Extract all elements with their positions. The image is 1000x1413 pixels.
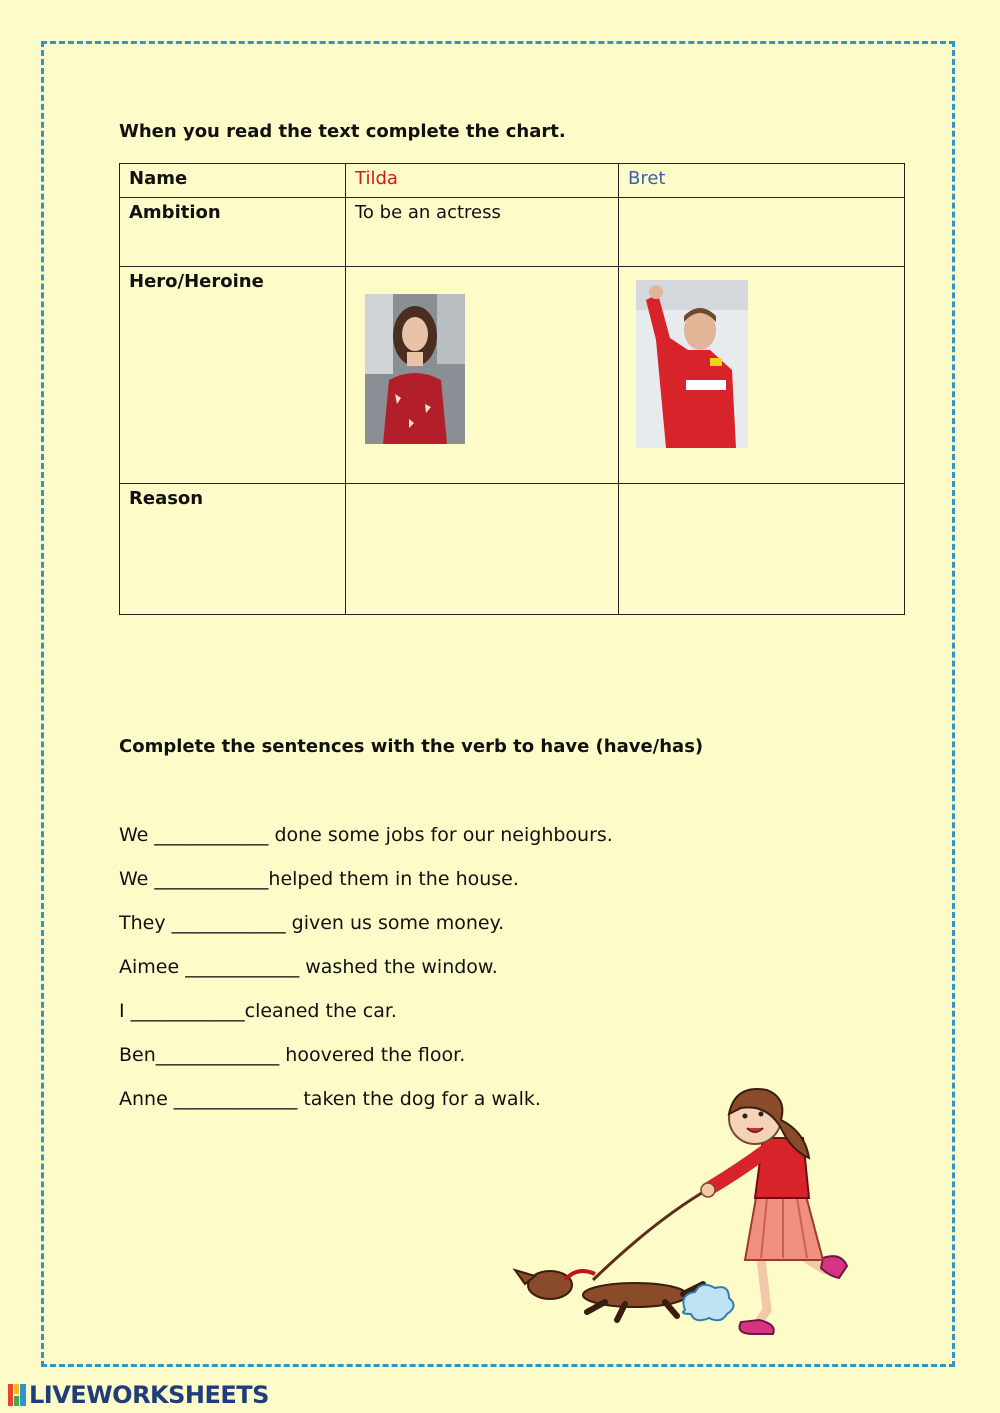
sentences-instruction: Complete the sentences with the verb to have (have/has) — [119, 736, 704, 757]
column-header-bret: Bret — [619, 164, 905, 198]
sentence-item[interactable]: I ____________cleaned the car. — [119, 1000, 397, 1022]
cell-hero-tilda — [346, 267, 619, 484]
row-label-hero: Hero/Heroine — [120, 267, 346, 484]
cell-reason-tilda[interactable] — [346, 484, 619, 615]
hero-chart — [119, 163, 905, 615]
sentence-item[interactable]: Ben_____________ hoovered the floor. — [119, 1044, 466, 1066]
sentence-item[interactable]: Aimee ____________ washed the window. — [119, 956, 498, 978]
row-label-reason: Reason — [120, 484, 346, 615]
racing-driver-photo — [636, 280, 748, 448]
chart-row-ambition — [120, 198, 905, 267]
chart-row-hero — [120, 267, 905, 484]
cell-reason-bret[interactable] — [619, 484, 905, 615]
cell-ambition-bret[interactable] — [619, 198, 905, 267]
actress-photo — [365, 294, 465, 444]
chart-row-reason — [120, 484, 905, 615]
row-label-ambition: Ambition — [120, 198, 346, 267]
cell-ambition-tilda: To be an actress — [346, 198, 619, 267]
sentence-item[interactable]: We ____________helped them in the house. — [119, 868, 519, 890]
chart-row-name — [120, 164, 905, 198]
chart-instruction: When you read the text complete the chart. — [119, 121, 566, 142]
row-label-name: Name — [120, 164, 346, 198]
column-header-tilda: Tilda — [346, 164, 619, 198]
footer — [8, 1381, 269, 1409]
brand-name[interactable]: LIVEWORKSHEETS — [29, 1381, 269, 1409]
cell-hero-bret — [619, 267, 905, 484]
sentence-item[interactable]: Anne _____________ taken the dog for a walk. — [119, 1088, 541, 1110]
sentence-item[interactable]: We ____________ done some jobs for our neighbours. — [119, 824, 613, 846]
girl-walking-dog-illustration — [505, 1080, 875, 1350]
liveworksheets-logo-icon — [8, 1384, 26, 1406]
sentence-item[interactable]: They ____________ given us some money. — [119, 912, 505, 934]
